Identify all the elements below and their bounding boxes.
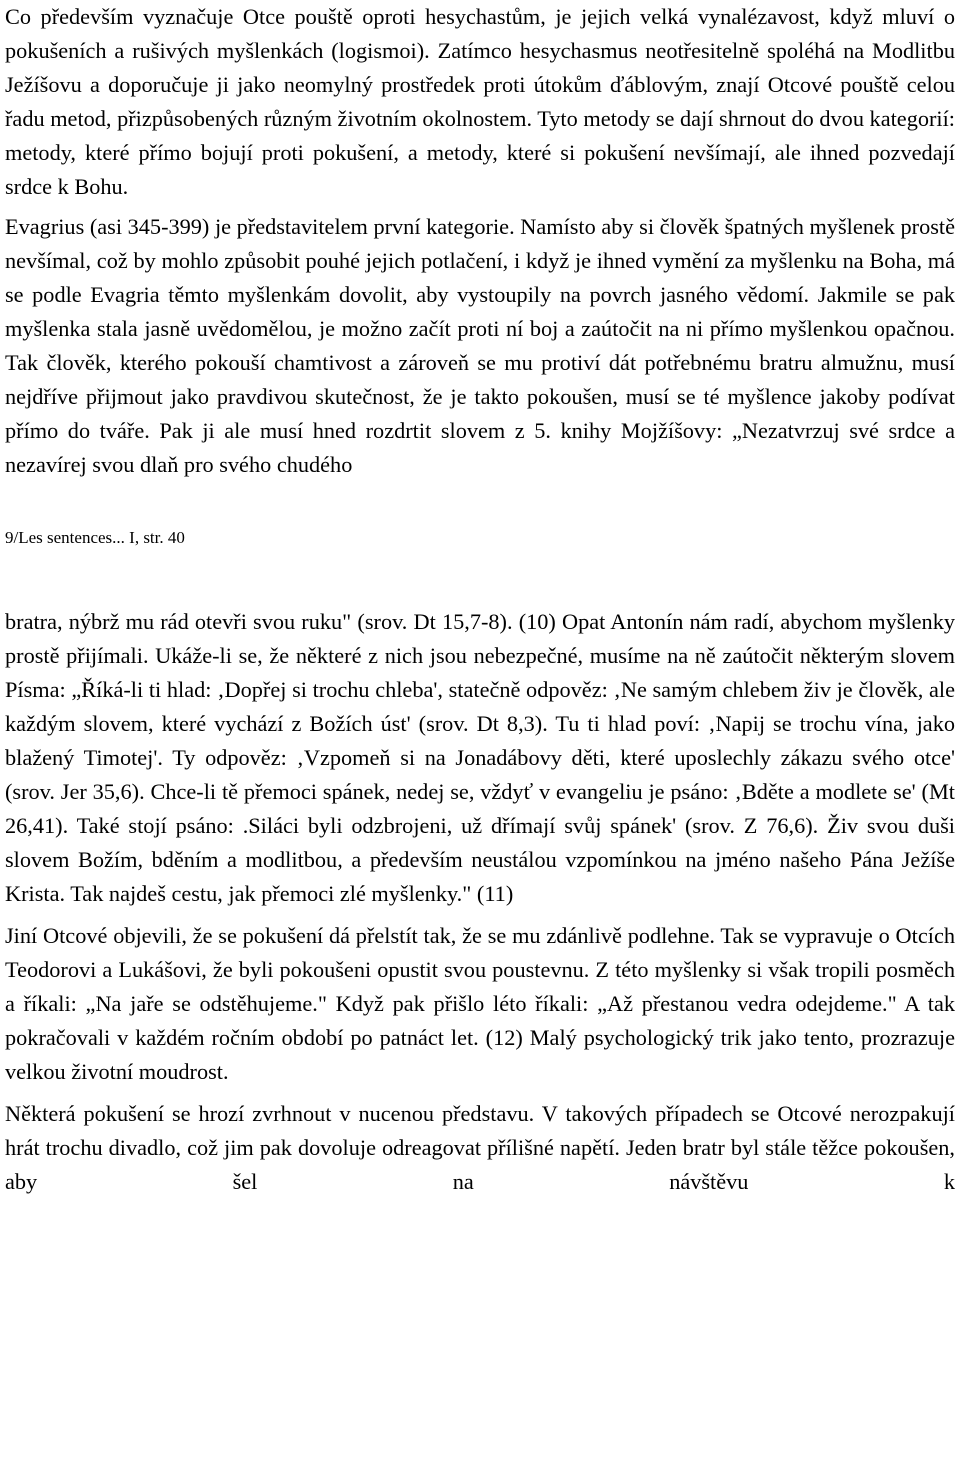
paragraph-evagrius: Evagrius (asi 345-399) je představitelem první kategorie. Namísto aby si člověk špatných myšlenek prostě nevšímal, což by mohlo způsobit pouhé jejich potlačení, i když je ihned vymění za myšlenku na Boha, má se podle Evagria těmto myšlenkám dovolit, aby vystoupily na povrch jasného vědomí. Jakmile se pak myšlenka stala jasně uvědomělou, je možno začít proti ní boj a zaútočit na ni přímo myšlenkou opačnou. Tak člověk, kterého pokouší chamtivost a zároveň se mu protiví dát potřebnému bratru almužnu, musí nejdříve přijmout jako pravdivou skutečnost, že je takto pokoušen, musí se té myšlence jakoby podívat přímo do tváře. Pak ji ale musí hned rozdrtit slovem z 5. knihy Mojžíšovy: „Nezatvrzuj své srdce a nezavírej svou dlaň pro svého chudého: [5, 214, 955, 477]
document-page: [5, 0, 955, 1199]
paragraph-teodor-lukas: Jiní Otcové objevili, že se pokušení dá přelstít tak, že se mu zdánlivě podlehne. Tak se vypravuje o Otcích Teodorovi a Lukášovi, že byli pokoušeni opustit svou poustevnu. Z této myšlenky si však tropili posměch a říkali: „Na jaře se odstěhujeme." Když pak přišlo léto říkali: „Až přestanou vedra odejdeme." A tak pokračovali v každém ročním období po patnáct let. (12) Malý psychologický trik jako tento, prozrazuje velkou životní moudrost.: [5, 923, 955, 1084]
footnote-text: 9/Les sentences... I, str. 40: [5, 528, 185, 547]
paragraph-antonin: bratra, nýbrž mu rád otevři svou ruku" (srov. Dt 15,7-8). (10) Opat Antonín nám radí, abychom myšlenky prostě přijímali. Ukáže-li se, že některé z nich jsou nebezpečné, musíme na ně zaútočit některým slovem Písma: „Říká-li ti hlad: ‚Dopřej si trochu chleba', statečně odpověz: ‚Ne samým chlebem živ je člověk, ale každým slovem, které vychází z Božích úst' (srov. Dt 8,3). Tu ti hlad poví: ‚Napij se trochu vína, jako blažený Timotej'. Ty odpověz: ‚Vzpomeň si na Jonadábovy děti, které uposlechly zákazu svého otce' (srov. Jer 35,6). Chce-li tě přemoci spánek, nedej se, vždyť v evangeliu je psáno: ‚Bděte a modlete se' (Mt 26,41). Také stojí psáno: .Siláci byli odzbrojeni, už dřímají svůj spánek' (srov. Z 76,6). Živ svou duši slovem Božím, bděním a modlitbou, a především neustálou vzpomínkou na jméno našeho Pána Ježíše Krista. Tak najdeš cestu, jak přemoci zlé myšlenky." (11): [5, 609, 955, 906]
paragraph-intro: Co především vyznačuje Otce pouště oproti hesychastům, je jejich velká vynalézavost, když mluví o pokušeních a rušivých myšlenkách (logismoi). Zatímco hesychasmus neotřesitelně spoléhá na Modlitbu Ježíšovu a doporučuje ji jako neomylný prostředek proti útokům ďáblovým, znají Otcové pouště celou řadu metod, přizpůsobených různým životním okolnostem. Tyto metody se dají shrnout do dvou kategorií: metody, které přímo bojují proti pokušení, a metody, které si pokušení nevšímají, ale ihned pozvedají srdce k Bohu.: [5, 4, 955, 199]
paragraph-temptation-theatre: Některá pokušení se hrozí zvrhnout v nucenou představu. V takových případech se Otcové nerozpakují hrát trochu divadlo, což jim pak dovoluje odreagovat přílišné napětí. Jeden bratr byl stále těžce pokoušen, aby šel na návštěvu k: [5, 1101, 955, 1194]
footnote-area: [5, 521, 955, 565]
